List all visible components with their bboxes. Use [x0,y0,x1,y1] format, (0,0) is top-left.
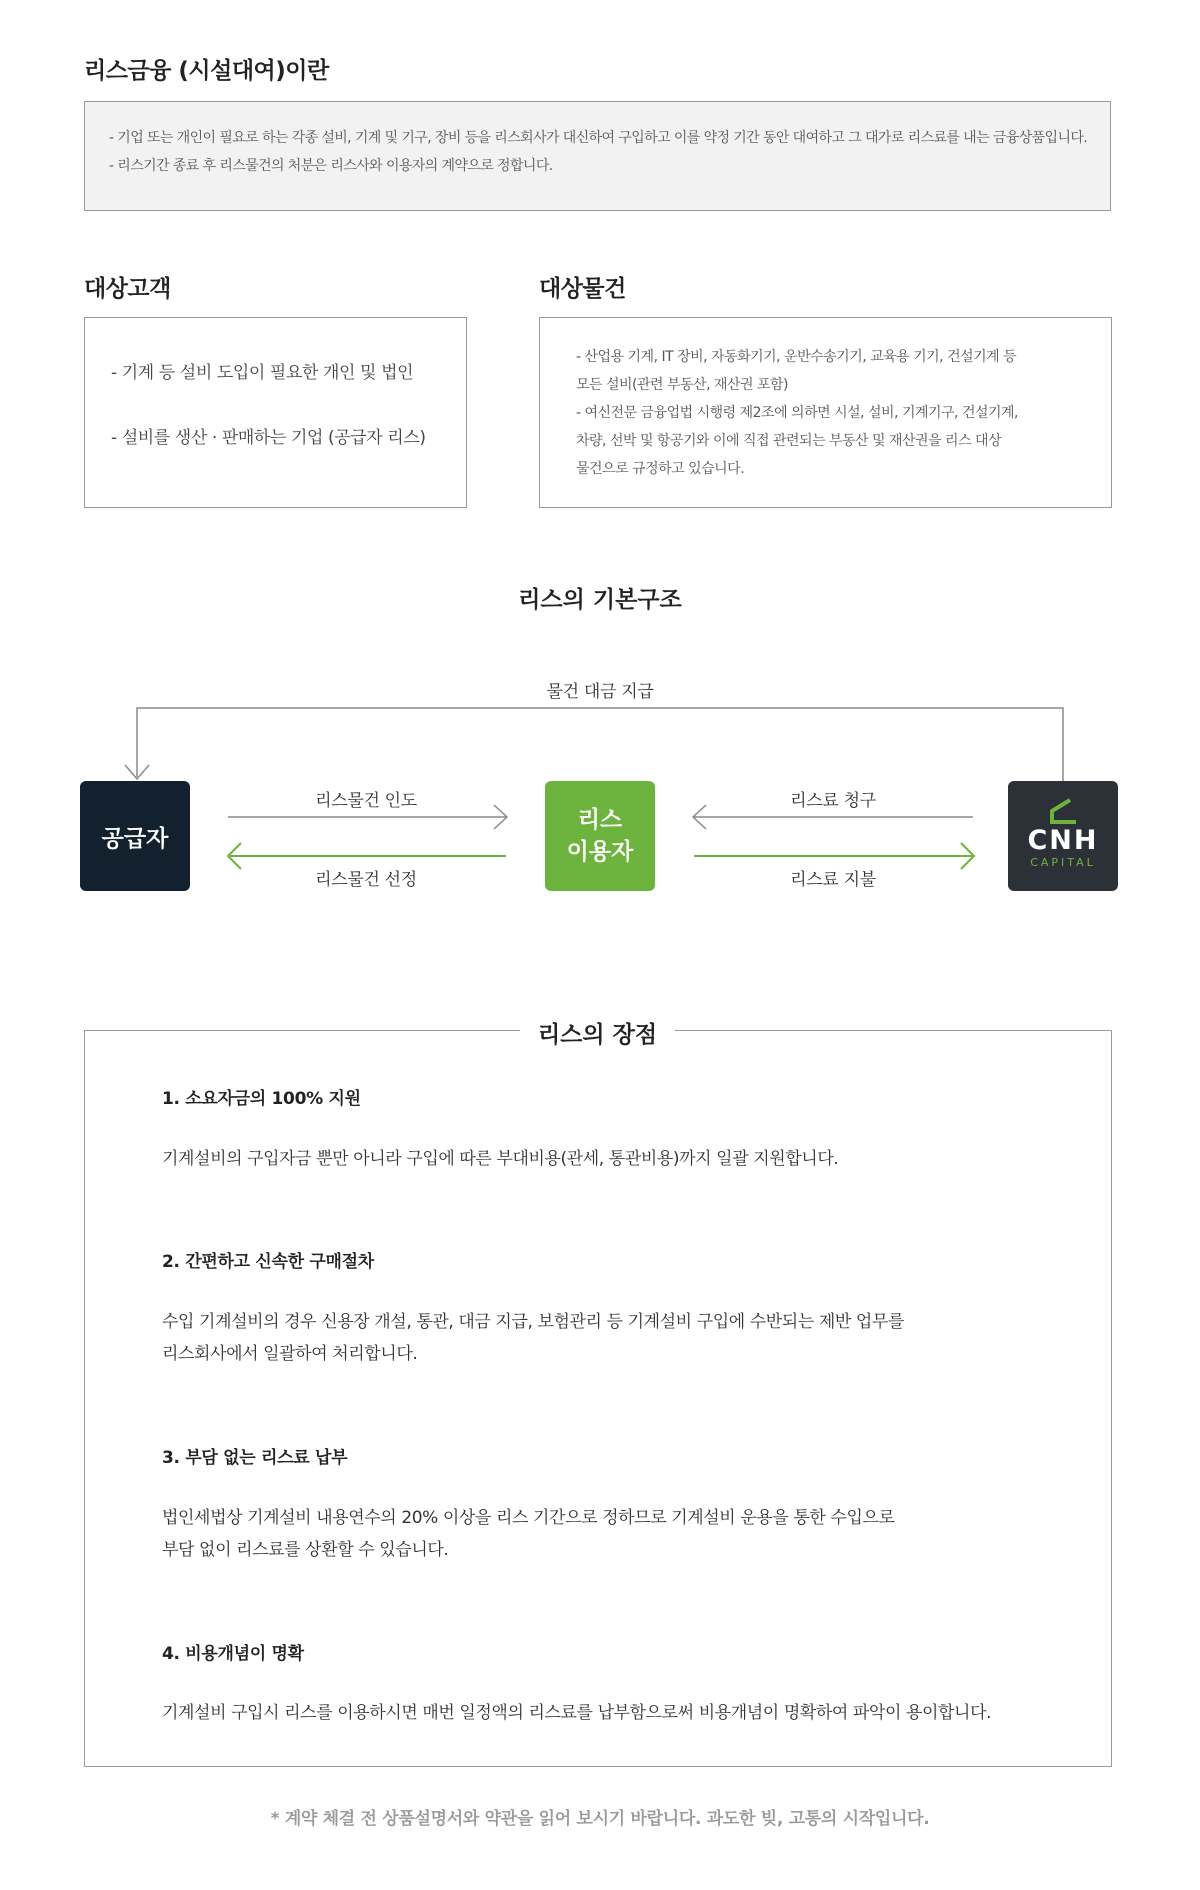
target-customer-item: - 기계 등 설비 도입이 필요한 개인 및 법인 [111,363,414,383]
disclaimer-footnote: * 계약 체결 전 상품설명서와 약관을 읽어 보시기 바랍니다. 과도한 빚, 고통의 시작입니다. [270,1809,930,1829]
advantage-title-2: 2. 간편하고 신속한 구매절차 [162,1252,374,1272]
intro-title: 리스금융 (시설대여)이란 [84,58,329,84]
target-object-line: 모든 설비(관련 부동산, 재산권 포함) [576,377,789,393]
advantage-title-4: 4. 비용개념이 명확 [162,1644,304,1664]
advantage-desc-line: 수입 기계설비의 경우 신용장 개설, 통관, 대금 지급, 보험관리 등 기계설비 구입에 수반되는 제반 업무를 [162,1312,904,1332]
payment-label: 리스료 지불 [790,870,876,890]
target-customer-title: 대상고객 [84,276,171,302]
target-object-box [539,317,1112,508]
structure-title: 리스의 기본구조 [518,587,682,613]
cnh-logo-mark-icon [1048,798,1078,824]
cnh-logo-subtext: CAPITAL [1030,856,1096,869]
advantage-desc-line: 법인세법상 기계설비 내용연수의 20% 이상을 리스 기간으로 정하므로 기계설비 운용을 통한 수입으로 [162,1508,895,1528]
advantage-desc-4 [162,1697,991,1729]
payment-loop-line [137,708,1063,783]
target-customer-item: - 설비를 생산 · 판매하는 기업 (공급자 리스) [111,428,426,448]
lease-user-node [545,781,655,891]
cnh-capital-logo-node [1008,781,1118,891]
cnh-logo-text: CNH [1027,825,1099,856]
advantage-title-3: 3. 부담 없는 리스료 납부 [162,1448,348,1468]
advantage-desc-line: 부담 없이 리스료를 상환할 수 있습니다. [162,1540,449,1560]
intro-line-2: - 리스기간 종료 후 리스물건의 처분은 리스사와 이용자의 계약으로 정합니다. [109,158,553,174]
intro-line-1: - 기업 또는 개인이 필요로 하는 각종 설비, 기계 및 기구, 장비 등을 리스회사가 대신하여 구입하고 이를 약정 기간 동안 대여하고 그 대가로 리스료를 내는 금융상품입니다. [109,130,1088,146]
billing-label: 리스료 청구 [790,791,876,811]
target-customer-box [84,317,467,508]
lease-user-label-line1: 리스 [577,807,623,833]
advantage-desc-line: 기계설비의 구입자금 뿐만 아니라 구입에 따른 부대비용(관세, 통관비용)까지 일괄 지원합니다. [162,1149,839,1169]
delivery-label: 리스물건 인도 [315,791,417,811]
target-object-line: 차량, 선박 및 항공기와 이에 직접 관련되는 부동산 및 재산권을 리스 대상 [576,433,1002,449]
supplier-label: 공급자 [101,825,169,852]
advantages-title: 리스의 장점 [520,1016,675,1049]
advantage-title-1: 1. 소요자금의 100% 지원 [162,1089,361,1109]
supplier-node [80,781,190,891]
target-object-line: 물건으로 규정하고 있습니다. [576,461,745,477]
advantage-desc-line: 리스회사에서 일괄하여 처리합니다. [162,1344,418,1364]
selection-label: 리스물건 선정 [315,870,417,890]
advantage-desc-3 [162,1502,895,1566]
advantage-desc-line: 기계설비 구입시 리스를 이용하시면 매번 일정액의 리스료를 납부함으로써 비용개념이 명확하여 파악이 용이합니다. [162,1703,992,1723]
payment-loop-label: 물건 대금 지급 [546,682,654,702]
target-object-line: - 산업용 기계, IT 장비, 자동화기기, 운반수송기기, 교육용 기기, 건설기계 등 [576,349,1017,365]
advantage-desc-1 [162,1143,838,1175]
intro-description-box [84,101,1111,211]
target-object-title: 대상물건 [539,276,626,302]
lease-user-label-line2: 이용자 [566,839,634,865]
advantage-desc-2 [162,1306,904,1370]
target-object-line: - 여신전문 금융업법 시행령 제2조에 의하면 시설, 설비, 기계기구, 건설기계, [576,405,1019,421]
